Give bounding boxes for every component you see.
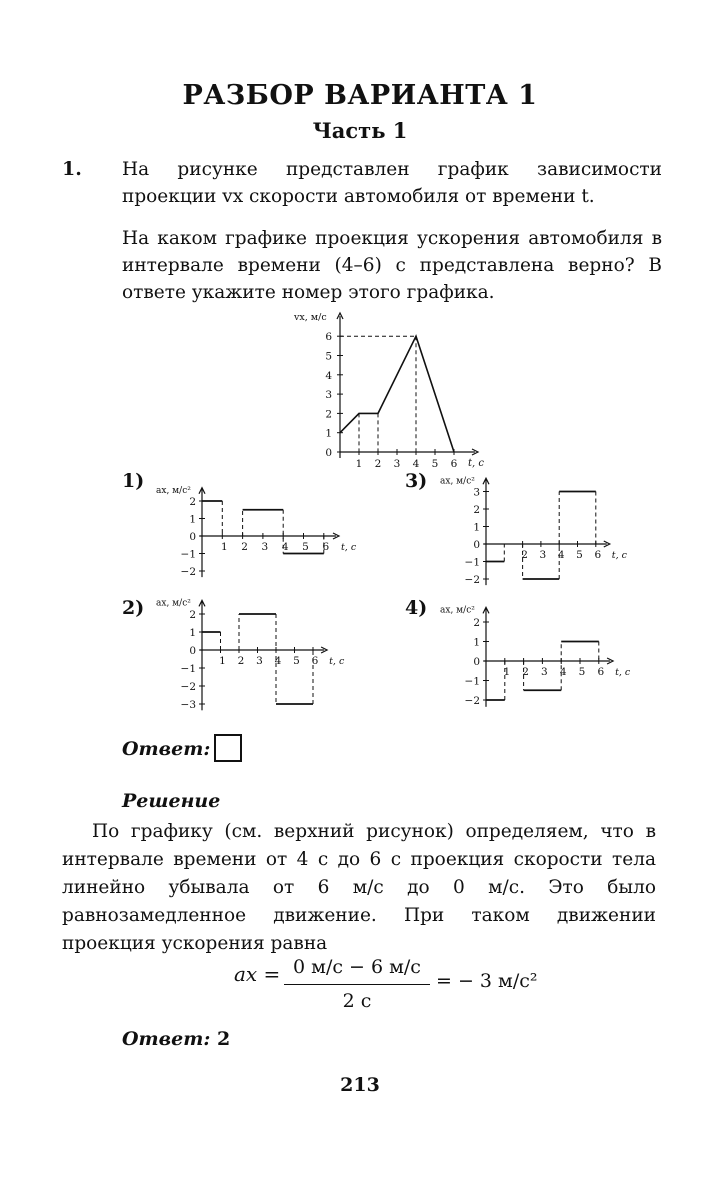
y-tick-label: 2 bbox=[473, 617, 480, 629]
y-tick-label: 2 bbox=[325, 408, 332, 421]
x-tick-label: 3 bbox=[393, 458, 401, 468]
x-tick-label: 2 bbox=[237, 655, 245, 667]
y-tick-label: −1 bbox=[180, 663, 196, 675]
answer-label: Ответ: bbox=[122, 738, 211, 760]
y-tick-label: 0 bbox=[325, 447, 332, 459]
question-number: 1. bbox=[62, 158, 82, 180]
y-tick-label: −2 bbox=[180, 681, 196, 693]
final-answer bbox=[122, 1028, 230, 1050]
y-tick-label: −2 bbox=[180, 566, 196, 578]
y-tick-label: 1 bbox=[189, 627, 196, 639]
option-3-label: 3) bbox=[405, 470, 428, 492]
x-tick-label: 4 bbox=[281, 541, 289, 553]
velocity-line bbox=[340, 336, 454, 452]
y-tick-label: 4 bbox=[325, 369, 332, 382]
y-tick-label: 2 bbox=[473, 504, 480, 516]
formula-numerator: 0 м/с − 6 м/с bbox=[293, 956, 421, 978]
x-tick-label: 5 bbox=[293, 655, 300, 667]
y-tick-label: 0 bbox=[473, 656, 480, 668]
option-graph-2 bbox=[150, 592, 370, 722]
y-tick-label: 0 bbox=[473, 539, 480, 551]
y-tick-label: 2 bbox=[189, 609, 196, 621]
y-tick-label: 1 bbox=[325, 427, 332, 440]
x-tick-label: 2 bbox=[521, 549, 528, 561]
x-axis-label: t, с bbox=[611, 550, 627, 561]
x-axis-label: t, с bbox=[468, 458, 484, 468]
question-text-1: На рисунке представлен график зависимости проекции vx скорости автомобиля от времени t. bbox=[122, 159, 662, 207]
y-tick-label: −1 bbox=[464, 556, 480, 569]
y-tick-label: −2 bbox=[464, 695, 480, 707]
y-tick-label: 0 bbox=[189, 645, 196, 657]
x-axis-label: t, с bbox=[340, 542, 357, 553]
x-tick-label: 1 bbox=[503, 666, 511, 678]
y-axis-label: ax, м/с² bbox=[440, 605, 475, 616]
x-tick-label: 4 bbox=[274, 655, 282, 667]
y-tick-label: −1 bbox=[464, 675, 480, 688]
x-tick-label: 6 bbox=[311, 655, 319, 667]
final-answer-label: Ответ: bbox=[122, 1028, 211, 1050]
y-tick-label: 3 bbox=[473, 486, 480, 499]
velocity-graph bbox=[280, 308, 500, 468]
x-tick-label: 3 bbox=[539, 549, 547, 561]
x-tick-label: 4 bbox=[557, 549, 565, 561]
x-tick-label: 5 bbox=[431, 458, 439, 468]
x-tick-label: 1 bbox=[355, 458, 363, 468]
formula-lhs: ax = bbox=[234, 962, 281, 986]
solution-label: Решение bbox=[122, 790, 221, 812]
final-answer-value: 2 bbox=[216, 1028, 231, 1050]
y-tick-label: 1 bbox=[473, 521, 480, 534]
y-axis-label: ax, м/с² bbox=[156, 598, 191, 609]
y-tick-label: 2 bbox=[189, 496, 196, 508]
page-title: РАЗБОР ВАРИАНТА 1 bbox=[182, 80, 538, 111]
y-tick-label: −2 bbox=[464, 574, 480, 586]
page-number: 213 bbox=[340, 1074, 380, 1096]
y-axis-label: vx, м/с bbox=[294, 312, 327, 323]
x-tick-label: 1 bbox=[219, 655, 226, 667]
answer-input-box[interactable] bbox=[214, 734, 242, 762]
option-2-label: 2) bbox=[122, 597, 145, 619]
x-tick-label: 6 bbox=[450, 458, 458, 468]
x-tick-label: 4 bbox=[412, 458, 420, 468]
x-tick-label: 6 bbox=[322, 541, 330, 553]
x-axis-label: t, с bbox=[329, 656, 345, 667]
y-tick-label: 3 bbox=[325, 389, 332, 402]
option-graph-4 bbox=[434, 592, 654, 717]
y-tick-label: 1 bbox=[473, 636, 480, 649]
option-graph-3 bbox=[434, 468, 654, 593]
x-tick-label: 5 bbox=[576, 549, 583, 561]
x-tick-label: 2 bbox=[241, 541, 248, 553]
x-axis-label: t, с bbox=[615, 667, 631, 678]
y-tick-label: −1 bbox=[180, 548, 196, 561]
x-tick-label: 3 bbox=[541, 666, 548, 678]
x-tick-label: 1 bbox=[220, 541, 228, 553]
y-axis-label: ax, м/с² bbox=[440, 476, 475, 487]
x-tick-label: 4 bbox=[559, 666, 567, 678]
x-tick-label: 2 bbox=[522, 666, 529, 678]
x-tick-label: 5 bbox=[302, 541, 309, 553]
solution-text: По графику (см. верхний рисунок) определяем, что в интервале времени от 4 с до 6 с проекция скорости тела линейно убывала от 6 м/с до 0 м/с. Это было равнозамедленное движение. При таком движении проекция ускорения равна bbox=[62, 821, 656, 954]
y-tick-label: 6 bbox=[325, 331, 332, 344]
x-tick-label: 6 bbox=[597, 666, 605, 678]
option-graph-1 bbox=[150, 468, 370, 588]
y-tick-label: 0 bbox=[189, 531, 196, 543]
x-tick-label: 2 bbox=[374, 458, 382, 468]
y-axis-label: ax, м/с² bbox=[156, 485, 191, 496]
question-text-2: На каком графике проекция ускорения автомобиля в интервале времени (4–6) с представлена верно? В ответе укажите номер этого графика. bbox=[122, 228, 662, 303]
option-4-label: 4) bbox=[405, 597, 428, 619]
part-heading: Часть 1 bbox=[312, 118, 408, 143]
y-tick-label: 5 bbox=[325, 350, 332, 363]
x-tick-label: 5 bbox=[578, 666, 586, 678]
formula-denominator: 2 с bbox=[342, 990, 372, 1012]
x-tick-label: 3 bbox=[256, 655, 263, 667]
x-tick-label: 6 bbox=[594, 549, 602, 561]
fraction-bar bbox=[284, 984, 430, 985]
option-1-label: 1) bbox=[122, 470, 145, 492]
x-tick-label: 3 bbox=[261, 541, 269, 553]
formula-rhs: = − 3 м/с² bbox=[436, 970, 538, 992]
y-tick-label: 1 bbox=[189, 513, 196, 526]
y-tick-label: −3 bbox=[180, 699, 196, 711]
